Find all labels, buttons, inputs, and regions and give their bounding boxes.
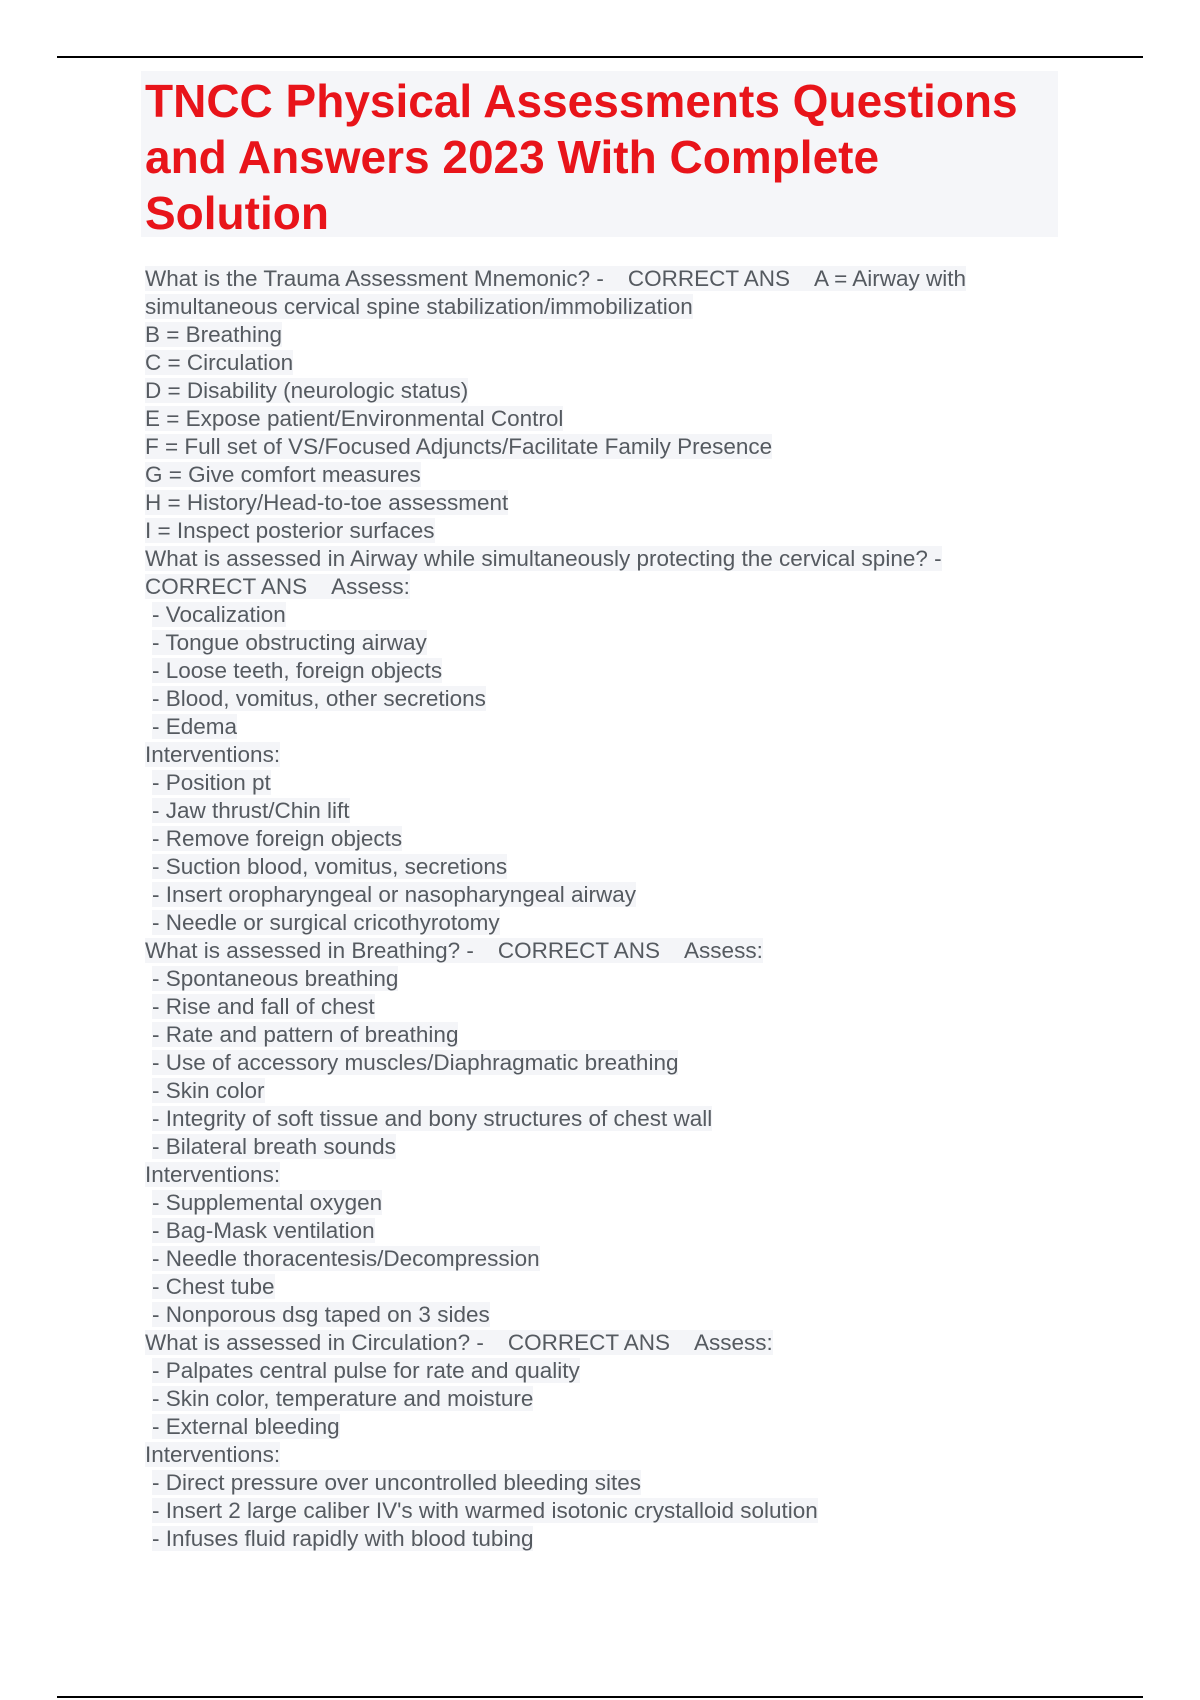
list-item: - Vocalization: [152, 602, 286, 627]
interventions-label: Interventions:: [145, 742, 281, 767]
list-item: - Remove foreign objects: [152, 826, 403, 851]
list-item: - Rate and pattern of breathing: [152, 1022, 459, 1047]
list-item: - Suction blood, vomitus, secretions: [152, 854, 508, 879]
interventions-label: Interventions:: [145, 1442, 281, 1467]
list-item: - Loose teeth, foreign objects: [152, 658, 443, 683]
list-item: - Direct pressure over uncontrolled bleeding sites: [152, 1470, 641, 1495]
answer-marker: CORRECT ANS: [627, 266, 791, 291]
list-item: - Insert 2 large caliber IV's with warmed isotonic crystalloid solution: [152, 1498, 818, 1523]
question-text: What is the Trauma Assessment Mnemonic? -: [145, 266, 604, 291]
question-line: [145, 545, 1045, 573]
list-item: - Integrity of soft tissue and bony structures of chest wall: [152, 1106, 713, 1131]
document-title: TNCC Physical Assessments Questions and Answers 2023 With Complete Solution: [145, 75, 1018, 239]
list-item: C = Circulation: [145, 350, 294, 375]
list-item: G = Give comfort measures: [145, 462, 421, 487]
question-text: What is assessed in Airway while simultaneously protecting the cervical spine? -: [145, 546, 942, 571]
bottom-rule: [57, 1696, 1143, 1698]
list-item: - Skin color, temperature and moisture: [152, 1386, 534, 1411]
list-item: - External bleeding: [152, 1414, 340, 1439]
title-block: [141, 71, 1058, 237]
list-item: - Needle thoracentesis/Decompression: [152, 1246, 540, 1271]
question-text: What is assessed in Circulation? -: [145, 1330, 484, 1355]
list-item: - Needle or surgical cricothyrotomy: [152, 910, 500, 935]
interventions-label: Interventions:: [145, 1162, 281, 1187]
list-item: - Insert oropharyngeal or nasopharyngeal airway: [152, 882, 637, 907]
list-item: - Chest tube: [152, 1274, 275, 1299]
list-item: - Infuses fluid rapidly with blood tubing: [152, 1526, 534, 1551]
question-line: [145, 937, 1045, 965]
question-text: What is assessed in Breathing? -: [145, 938, 474, 963]
list-item: E = Expose patient/Environmental Control: [145, 406, 564, 431]
assess-label: Assess:: [694, 1330, 773, 1355]
list-item: - Supplemental oxygen: [152, 1190, 383, 1215]
list-item: - Skin color: [152, 1078, 265, 1103]
list-item: H = History/Head-to-toe assessment: [145, 490, 509, 515]
list-item: - Use of accessory muscles/Diaphragmatic breathing: [152, 1050, 679, 1075]
answer-marker: CORRECT ANS: [507, 1330, 671, 1355]
list-item: - Nonporous dsg taped on 3 sides: [152, 1302, 490, 1327]
list-item: - Spontaneous breathing: [152, 966, 399, 991]
list-item: - Jaw thrust/Chin lift: [152, 798, 350, 823]
list-item: - Rise and fall of chest: [152, 994, 375, 1019]
answer-marker: CORRECT ANS: [145, 574, 308, 599]
document-body: [145, 265, 1045, 1553]
list-item: - Edema: [152, 714, 238, 739]
answer-marker: CORRECT ANS: [497, 938, 661, 963]
assess-label: Assess:: [331, 574, 410, 599]
assess-label: Assess:: [684, 938, 763, 963]
question-line: [145, 265, 1045, 293]
answer-text: simultaneous cervical spine stabilization/immobilization: [145, 294, 693, 319]
answer-line: [145, 573, 1045, 601]
list-item: - Bilateral breath sounds: [152, 1134, 396, 1159]
list-item: - Blood, vomitus, other secretions: [152, 686, 486, 711]
list-item: D = Disability (neurologic status): [145, 378, 469, 403]
list-item: I = Inspect posterior surfaces: [145, 518, 435, 543]
list-item: - Palpates central pulse for rate and quality: [152, 1358, 580, 1383]
list-item: - Tongue obstructing airway: [152, 630, 427, 655]
list-item: F = Full set of VS/Focused Adjuncts/Facilitate Family Presence: [145, 434, 773, 459]
list-item: - Bag-Mask ventilation: [152, 1218, 375, 1243]
answer-line: [145, 293, 1045, 321]
top-rule: [57, 56, 1143, 58]
list-item: B = Breathing: [145, 322, 282, 347]
answer-text: A = Airway with: [814, 266, 966, 291]
question-line: [145, 1329, 1045, 1357]
list-item: - Position pt: [152, 770, 271, 795]
